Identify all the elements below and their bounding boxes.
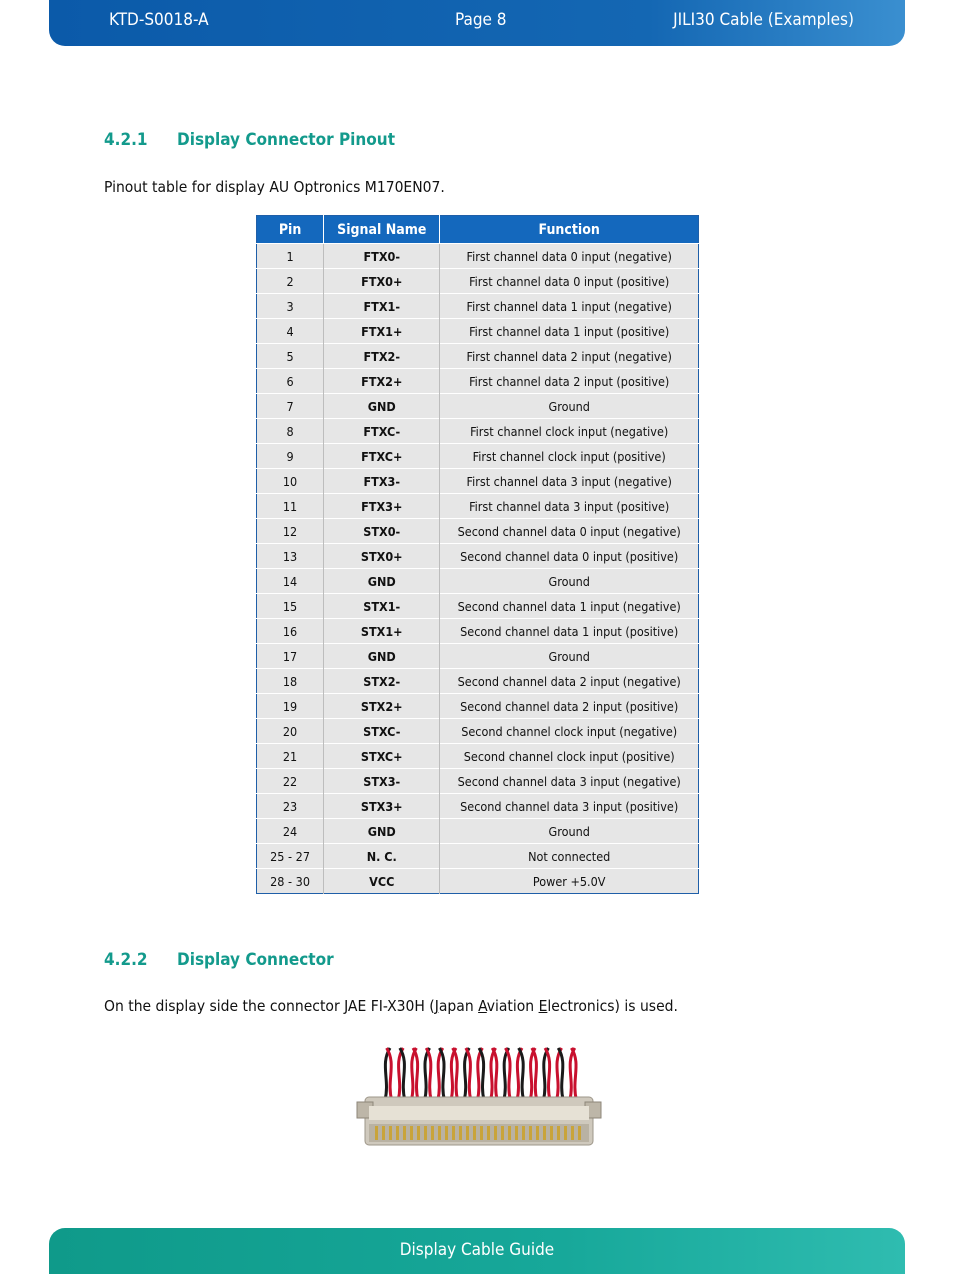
table-row (257, 619, 699, 644)
table-row (257, 719, 699, 744)
table-row (257, 544, 699, 569)
footer-title: Display Cable Guide (399, 1240, 555, 1260)
page-header (49, 0, 905, 46)
signal-cell: FTX2+ (324, 369, 440, 394)
function-cell: Power +5.0V (440, 869, 699, 894)
signal-cell: FTXC+ (324, 444, 440, 469)
contact-pin (438, 1126, 441, 1140)
function-cell: Second channel data 1 input (negative) (440, 594, 699, 619)
signal-cell: FTX2- (324, 344, 440, 369)
pin-cell: 7 (257, 394, 324, 419)
table-row (257, 819, 699, 844)
function-cell: First channel clock input (negative) (440, 419, 699, 444)
table-row (257, 419, 699, 444)
contact-pin (424, 1126, 427, 1140)
pin-cell: 28 - 30 (257, 869, 324, 894)
contact-pin (473, 1126, 476, 1140)
signal-cell: STX0+ (324, 544, 440, 569)
function-cell: Second channel data 0 input (negative) (440, 519, 699, 544)
table-row (257, 669, 699, 694)
function-cell: First channel data 1 input (positive) (440, 319, 699, 344)
table-row (257, 494, 699, 519)
pin-cell: 15 (257, 594, 324, 619)
table-header-row (257, 216, 699, 244)
contact-pin (431, 1126, 434, 1140)
table-row (257, 269, 699, 294)
pin-cell: 8 (257, 419, 324, 444)
housing-top-face (369, 1106, 589, 1120)
contact-pin (487, 1126, 490, 1140)
contact-pin (494, 1126, 497, 1140)
signal-cell: GND (324, 644, 440, 669)
contact-pin (515, 1126, 518, 1140)
pin-cell: 13 (257, 544, 324, 569)
table-row (257, 769, 699, 794)
section-number: 4.2.2 (104, 950, 148, 970)
table-row (257, 344, 699, 369)
pin-cell: 6 (257, 369, 324, 394)
contact-pin (382, 1126, 385, 1140)
contact-pin (375, 1126, 378, 1140)
function-cell: Second channel data 3 input (positive) (440, 794, 699, 819)
contact-pin (396, 1126, 399, 1140)
pinout-table (256, 215, 699, 894)
pin-cell: 3 (257, 294, 324, 319)
pin-cell: 2 (257, 269, 324, 294)
pin-cell: 20 (257, 719, 324, 744)
table-row (257, 869, 699, 894)
contact-pin (571, 1126, 574, 1140)
connector-description (104, 997, 678, 1015)
section-heading-pinout (104, 130, 395, 150)
pin-cell: 22 (257, 769, 324, 794)
pin-cell: 21 (257, 744, 324, 769)
pin-cell: 4 (257, 319, 324, 344)
function-cell: Not connected (440, 844, 699, 869)
table-row (257, 444, 699, 469)
header-pin: Pin (257, 216, 324, 244)
contact-pin (501, 1126, 504, 1140)
pin-cell: 5 (257, 344, 324, 369)
contact-pin (557, 1126, 560, 1140)
function-cell: Second channel clock input (positive) (440, 744, 699, 769)
contact-pin (389, 1126, 392, 1140)
section-heading-connector (104, 950, 334, 970)
contact-pin (578, 1126, 581, 1140)
text-part: apan (438, 997, 479, 1015)
function-cell: Second channel data 1 input (positive) (440, 619, 699, 644)
contact-pin (452, 1126, 455, 1140)
text-part: On the display side the connector JAE FI-X30H ( (104, 997, 435, 1015)
signal-cell: STX2- (324, 669, 440, 694)
table-row (257, 369, 699, 394)
function-cell: First channel data 2 input (negative) (440, 344, 699, 369)
signal-cell: STX0- (324, 519, 440, 544)
signal-cell: FTXC- (324, 419, 440, 444)
table-row (257, 469, 699, 494)
pin-cell: 9 (257, 444, 324, 469)
pin-cell: 25 - 27 (257, 844, 324, 869)
function-cell: Ground (440, 569, 699, 594)
signal-cell: GND (324, 569, 440, 594)
function-cell: Ground (440, 394, 699, 419)
table-row (257, 244, 699, 269)
underlined-initial: J (434, 997, 439, 1015)
table-row (257, 744, 699, 769)
table-row (257, 644, 699, 669)
signal-cell: GND (324, 394, 440, 419)
contact-pin (417, 1126, 420, 1140)
header-signal-name: Signal Name (324, 216, 440, 244)
table-row (257, 794, 699, 819)
signal-cell: FTX1+ (324, 319, 440, 344)
pin-cell: 24 (257, 819, 324, 844)
contact-pin (508, 1126, 511, 1140)
function-cell: First channel data 0 input (positive) (440, 269, 699, 294)
signal-cell: STX2+ (324, 694, 440, 719)
pin-cell: 14 (257, 569, 324, 594)
table-row (257, 569, 699, 594)
contact-pin (550, 1126, 553, 1140)
pin-cell: 17 (257, 644, 324, 669)
signal-cell: STXC- (324, 719, 440, 744)
function-cell: Second channel clock input (negative) (440, 719, 699, 744)
text-part: lectronics) is used. (547, 997, 678, 1015)
signal-cell: GND (324, 819, 440, 844)
chapter-title: JILI30 Cable (Examples) (673, 10, 854, 30)
function-cell: Second channel data 0 input (positive) (440, 544, 699, 569)
section-title: Display Connector Pinout (177, 130, 396, 150)
text-part: viation (486, 997, 539, 1015)
pin-cell: 19 (257, 694, 324, 719)
table-row (257, 694, 699, 719)
underlined-initial: A (478, 997, 487, 1015)
pin-cell: 23 (257, 794, 324, 819)
table-row (257, 594, 699, 619)
signal-cell: STXC+ (324, 744, 440, 769)
signal-cell: FTX0+ (324, 269, 440, 294)
document-id: KTD-S0018-A (109, 10, 209, 30)
contact-pin (410, 1126, 413, 1140)
page-number: Page 8 (455, 10, 507, 30)
contact-pin (564, 1126, 567, 1140)
function-cell: First channel data 0 input (negative) (440, 244, 699, 269)
contact-pin (445, 1126, 448, 1140)
contact-pin (536, 1126, 539, 1140)
function-cell: Second channel data 2 input (positive) (440, 694, 699, 719)
contact-pin (543, 1126, 546, 1140)
function-cell: First channel data 2 input (positive) (440, 369, 699, 394)
function-cell: First channel data 1 input (negative) (440, 294, 699, 319)
contact-pin (529, 1126, 532, 1140)
pin-cell: 18 (257, 669, 324, 694)
function-cell: First channel data 3 input (negative) (440, 469, 699, 494)
pin-cell: 11 (257, 494, 324, 519)
table-row (257, 294, 699, 319)
contact-pin (466, 1126, 469, 1140)
pin-cell: 12 (257, 519, 324, 544)
signal-cell: STX3- (324, 769, 440, 794)
function-cell: First channel clock input (positive) (440, 444, 699, 469)
function-cell: Second channel data 3 input (negative) (440, 769, 699, 794)
contact-pin (403, 1126, 406, 1140)
signal-cell: FTX3- (324, 469, 440, 494)
contact-pin (480, 1126, 483, 1140)
connector-photo (345, 1040, 611, 1168)
table-row (257, 394, 699, 419)
signal-cell: N. C. (324, 844, 440, 869)
pin-cell: 1 (257, 244, 324, 269)
signal-cell: STX1+ (324, 619, 440, 644)
signal-cell: FTX3+ (324, 494, 440, 519)
function-cell: Ground (440, 644, 699, 669)
housing-contact-row (369, 1124, 589, 1142)
contact-pin (459, 1126, 462, 1140)
table-row (257, 519, 699, 544)
signal-cell: STX3+ (324, 794, 440, 819)
signal-cell: STX1- (324, 594, 440, 619)
section-title: Display Connector (177, 950, 334, 970)
signal-cell: VCC (324, 869, 440, 894)
signal-cell: FTX0- (324, 244, 440, 269)
function-cell: First channel data 3 input (positive) (440, 494, 699, 519)
signal-cell: FTX1- (324, 294, 440, 319)
section-number: 4.2.1 (104, 130, 148, 150)
table-row (257, 319, 699, 344)
contact-pin (522, 1126, 525, 1140)
table-row (257, 844, 699, 869)
function-cell: Second channel data 2 input (negative) (440, 669, 699, 694)
page-footer (49, 1228, 905, 1274)
pin-cell: 10 (257, 469, 324, 494)
underlined-initial: E (538, 997, 548, 1015)
pinout-intro: Pinout table for display AU Optronics M170EN07. (104, 178, 445, 196)
function-cell: Ground (440, 819, 699, 844)
pin-cell: 16 (257, 619, 324, 644)
header-function: Function (440, 216, 699, 244)
